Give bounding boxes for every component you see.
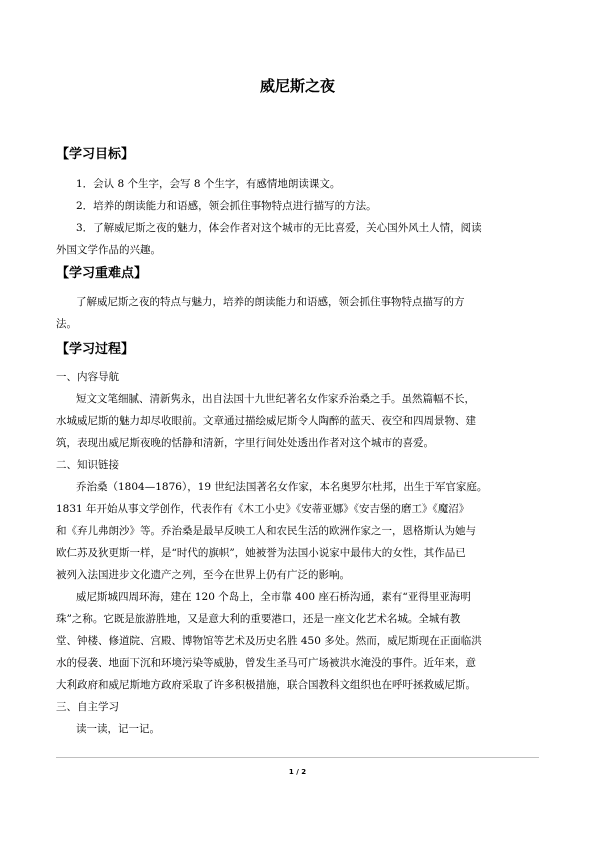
knowledge-line-7: 珠”之称。它既是旅游胜地，又是意大利的重要港口，还是一座文化艺术名城。全城有教 <box>56 613 461 625</box>
knowledge-line-8: 堂、钟楼、修道院、宫殿、博物馆等艺术及历史名胜 450 多处。然而，威尼斯现在正面临洪 <box>56 635 482 647</box>
self-study-line-1: 读一读，记一记。 <box>76 723 160 735</box>
learning-process-heading: 【学习过程】 <box>56 342 135 357</box>
key-points-heading: 【学习重难点】 <box>56 266 148 281</box>
objective-line-1: 1．会认 8 个生字，会写 8 个生字，有感情地朗读课文。 <box>76 178 341 190</box>
knowledge-line-1: 乔治桑（1804—1876），19 世纪法国著名女作家，本名奥罗尔杜邦，出生于军官家庭。 <box>76 481 488 493</box>
objective-line-3-cont: 外国文学作品的兴趣。 <box>56 244 161 256</box>
knowledge-line-2: 1831 年开始从事文学创作，代表作有《木工小史》《安蒂亚娜》《安吉堡的磨工》《魔沼》 <box>56 503 470 515</box>
key-points-line-2: 法。 <box>56 318 77 330</box>
knowledge-line-10: 大利政府和威尼斯地方政府采取了许多积极措施，联合国教科文组织也在呼吁拯救威尼斯。 <box>56 679 476 691</box>
footer-divider <box>56 757 539 758</box>
content-guide-line-3: 筑，表现出威尼斯夜晚的恬静和清新，字里行间处处透出作者对这个城市的喜爱。 <box>56 437 434 449</box>
key-points-line-1: 了解威尼斯之夜的特点与魅力，培养的朗读能力和语感，领会抓住事物特点描写的方 <box>76 296 465 308</box>
knowledge-link-label: 二、知识链接 <box>56 459 119 471</box>
knowledge-line-5: 被列入法国进步文化遗产之列，至今在世界上仍有广泛的影响。 <box>56 569 350 581</box>
self-study-label: 三、自主学习 <box>56 701 119 713</box>
content-guide-line-1: 短文文笔细腻、清新隽永，出自法国十九世纪著名女作家乔治桑之手。虽然篇幅不长， <box>76 393 475 405</box>
learning-objectives-heading: 【学习目标】 <box>56 147 135 162</box>
knowledge-line-4: 欧仁苏及狄更斯一样，是“时代的旗帜”，她被誉为法国小说家中最伟大的女性，其作品已 <box>56 547 466 559</box>
content-guide-line-2: 水城威尼斯的魅力却尽收眼前。文章通过描绘威尼斯令人陶醉的蓝天、夜空和四周景物、建 <box>56 415 476 427</box>
knowledge-line-3: 和《弃儿弗朗沙》等。乔治桑是最早反映工人和农民生活的欧洲作家之一，恩格斯认为她与 <box>56 525 476 537</box>
content-guide-label: 一、内容导航 <box>56 371 119 383</box>
document-title: 威尼斯之夜 <box>259 77 335 95</box>
knowledge-line-6: 威尼斯城四周环海，建在 120 个岛上，全市靠 400 座石桥沟通，素有“亚得里亚海明 <box>76 591 471 603</box>
knowledge-line-9: 水的侵袭、地面下沉和环境污染等威胁，曾发生圣马可广场被洪水淹没的事件。近年来，意 <box>56 657 476 669</box>
page-number: 1 / 2 <box>288 768 307 776</box>
objective-line-2: 2．培养的朗读能力和语感，领会抓住事物特点进行描写的方法。 <box>76 200 377 212</box>
objective-line-3: 3．了解威尼斯之夜的魅力，体会作者对这个城市的无比喜爱，关心国外风土人情，阅读 <box>76 222 482 234</box>
